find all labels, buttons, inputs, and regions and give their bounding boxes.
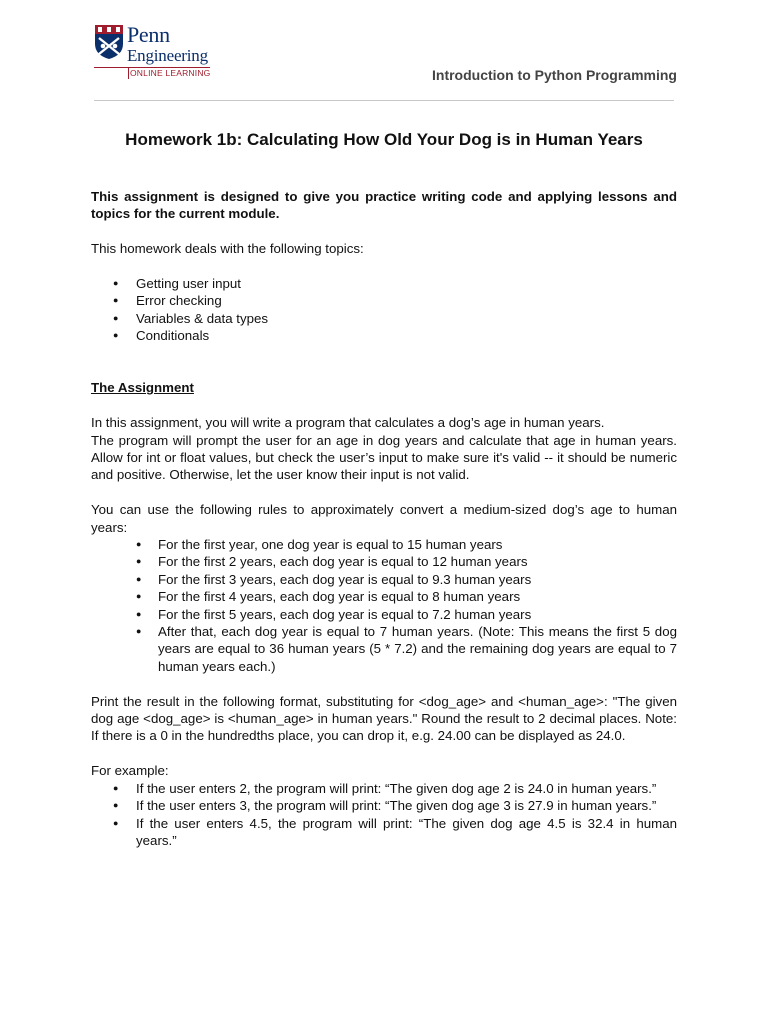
rule-item: ● For the first 5 years, each dog year is equal to 7.2 human years bbox=[91, 606, 677, 623]
example-lead: For example: bbox=[91, 763, 169, 779]
rule-item: ● After that, each dog year is equal to 7 human years. (Note: This means the first 5 dog years are equal to 36 human years (5 * 7.2) and the remaining dog years are equal to 7 human years each.) bbox=[91, 623, 677, 675]
output-format: Print the result in the following format, substituting for <dog_age> and <human_age>: "The given dog age <dog_age> is <human_age> in human years." Round the result to 2 decimal places. Note: If there is a 0 in the hundredths place, you can drop it, e.g. 24.00 can be displayed as 24.0. bbox=[91, 693, 677, 744]
logo-tagline: ONLINE LEARNING bbox=[130, 68, 211, 78]
topic-item: ● Error checking bbox=[91, 292, 677, 309]
topics-list bbox=[91, 275, 677, 345]
topic-item: ● Variables & data types bbox=[91, 310, 677, 327]
topic-item: ● Conditionals bbox=[91, 327, 677, 344]
topic-item: ● Getting user input bbox=[91, 275, 677, 292]
assignment-heading: The Assignment bbox=[91, 380, 194, 396]
document-body bbox=[91, 188, 677, 849]
penn-engineering-logo bbox=[94, 24, 214, 80]
assignment-intro-line: In this assignment, you will write a program that calculates a dog’s age in human years. bbox=[91, 415, 605, 431]
intro-statement: This assignment is designed to give you practice writing code and applying lessons and topics for the current module. bbox=[91, 189, 677, 222]
logo-name: Penn bbox=[127, 22, 170, 47]
examples-list bbox=[91, 780, 677, 850]
rule-item: ● For the first 3 years, each dog year is equal to 9.3 human years bbox=[91, 571, 677, 588]
rule-item: ● For the first 4 years, each dog year is equal to 8 human years bbox=[91, 588, 677, 605]
penn-shield-icon bbox=[94, 24, 124, 60]
assignment-description: The program will prompt the user for an age in dog years and calculate that age in human years. Allow for int or float values, but check the user’s input to make sure it's valid -- it should be numeric and positive. Otherwise, let the user know their input is not valid. bbox=[91, 432, 677, 483]
rules-lead: You can use the following rules to approximately convert a medium-sized dog’s age to human years: bbox=[91, 502, 677, 535]
logo-subname: Engineering bbox=[127, 46, 208, 65]
header-divider bbox=[94, 100, 674, 101]
course-title: Introduction to Python Programming bbox=[432, 67, 677, 83]
example-item: ● If the user enters 4.5, the program will print: “The given dog age 4.5 is 32.4 in human years.” bbox=[91, 815, 677, 850]
rule-item: ● For the first 2 years, each dog year is equal to 12 human years bbox=[91, 553, 677, 570]
logo-tagline-bar bbox=[128, 68, 129, 79]
rule-item: ● For the first year, one dog year is equal to 15 human years bbox=[91, 536, 677, 553]
rules-list bbox=[91, 536, 677, 675]
homework-title: Homework 1b: Calculating How Old Your Dog is in Human Years bbox=[125, 130, 643, 149]
topics-lead: This homework deals with the following topics: bbox=[91, 241, 364, 257]
example-item: ● If the user enters 2, the program will print: “The given dog age 2 is 24.0 in human years.” bbox=[91, 780, 677, 797]
example-item: ● If the user enters 3, the program will print: “The given dog age 3 is 27.9 in human years.” bbox=[91, 797, 677, 814]
